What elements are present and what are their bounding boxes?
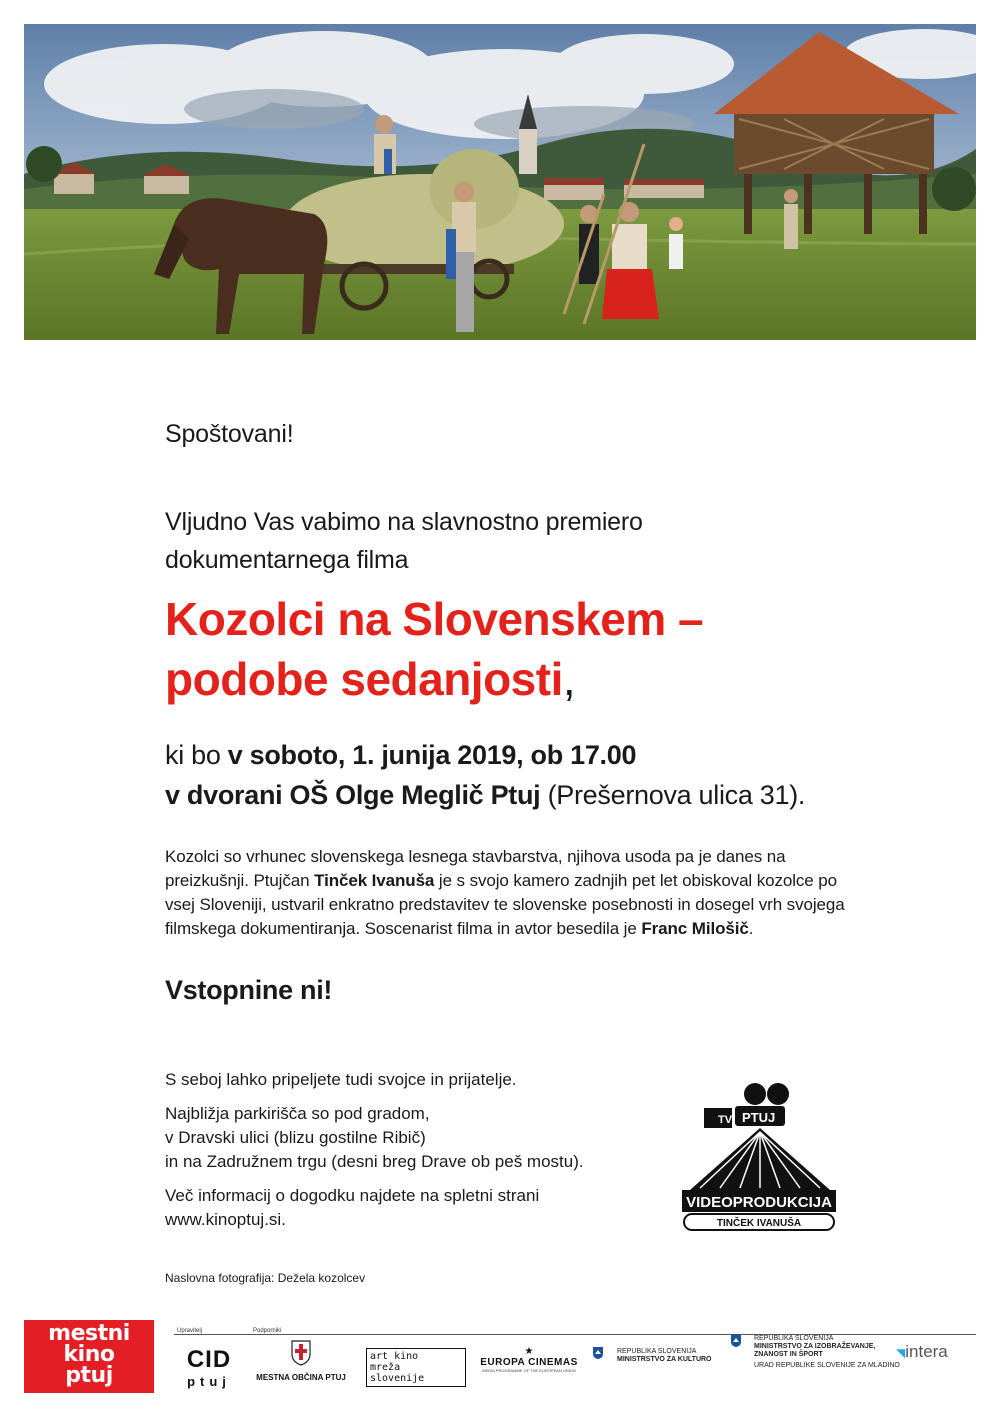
slovenia-crest-icon-2 <box>730 1334 742 1348</box>
obcina-label: MESTNA OBČINA PTUJ <box>256 1373 346 1382</box>
europa-sub: MEDIA PROGRAMME OF THE EUROPEAN UNION <box>482 1368 576 1373</box>
hay-harvest-illustration <box>24 24 976 340</box>
cid-ptuj-logo <box>178 1346 240 1389</box>
art-kino-2: mreža <box>370 1362 401 1373</box>
rs1-line-1: REPUBLIKA SLOVENIJA <box>617 1348 697 1355</box>
invite-line-1: Vljudno Vas vabimo na slavnostno premiero <box>165 508 643 536</box>
website-link[interactable]: www.kinoptuj.si. <box>165 1210 286 1229</box>
reel-left-icon <box>744 1083 766 1105</box>
ministry-culture-logo <box>617 1348 712 1364</box>
intera-icon: ◥ <box>896 1346 906 1360</box>
slovenia-crest-icon <box>592 1346 604 1360</box>
videoprodukcija-label: VIDEOPRODUKCIJA <box>686 1194 832 1211</box>
event-details <box>165 735 865 815</box>
rs2-line-1: REPUBLIKA SLOVENIJA <box>754 1335 834 1342</box>
author-name: Tinček Ivanuša <box>314 871 435 890</box>
mk-line-2: kino <box>63 1342 115 1367</box>
bring-guests: S seboj lahko pripeljete tudi svojce in prijatelje. <box>165 1070 517 1089</box>
description-part-2: je s svojo kamero zadnjih pet let obiskoval kozolce po vsej Sloveniji, ustvaril enkratno predstavitev te slovenske posebnosti in dosegel vrh svojega filmskega dokumentiranja. Soscenarist filma in avtor besedila je <box>165 871 845 938</box>
sponsor-footer <box>24 1318 976 1398</box>
europa-cinemas-logo <box>479 1346 579 1373</box>
europa-label: EUROPA CINEMAS <box>480 1357 578 1368</box>
photo-credit: Naslovna fotografija: Dežela kozolcev <box>165 1271 366 1285</box>
event-venue: v dvorani OŠ Olge Meglič Ptuj <box>165 780 541 810</box>
tv-label: TV <box>718 1114 733 1126</box>
ministry-education-logo <box>754 1335 900 1370</box>
rs1-line-2: MINISTRSTVO ZA KULTURO <box>617 1356 712 1363</box>
more-info: Več informacij o dogodku najdete na spletni strani <box>165 1186 540 1205</box>
intera-label: intera <box>905 1342 948 1361</box>
film-title-line-2: podobe sedanjosti <box>165 653 563 705</box>
parking-line-3: in na Zadružnem trgu (desni breg Drave ob peš mostu). <box>165 1152 584 1171</box>
art-kino-1: art kino <box>370 1351 419 1362</box>
mestni-kino-ptuj-logo <box>24 1320 154 1393</box>
invite-line-2: dokumentarnega filma <box>165 546 409 574</box>
film-title-comma: , <box>562 653 576 705</box>
tv-ptuj-logo <box>680 1080 840 1232</box>
event-date-time: v soboto, 1. junija 2019, ob 17.00 <box>227 740 637 770</box>
cid-main: CID <box>186 1346 232 1373</box>
cid-sub: ptuj <box>187 1374 231 1389</box>
coauthor-name: Franc Milošič <box>641 919 749 938</box>
description-part-3: . <box>748 919 754 938</box>
mestna-obcina-ptuj-logo <box>256 1340 346 1382</box>
free-entry: Vstopnine ni! <box>165 975 333 1005</box>
parking-line-2: v Dravski ulici (blizu gostilne Ribič) <box>165 1128 426 1147</box>
producer-name: TINČEK IVANUŠA <box>716 1218 802 1229</box>
ptuj-label: PTUJ <box>742 1110 776 1125</box>
mk-line-1: mestni <box>48 1321 130 1346</box>
intera-logo <box>896 1342 948 1362</box>
greeting: Spoštovani! <box>165 420 294 448</box>
invitation-text <box>165 503 865 579</box>
star-icon: ★ <box>524 1346 534 1357</box>
film-title <box>165 589 865 709</box>
hero-photo <box>24 24 976 340</box>
mk-line-3: ptuj <box>65 1363 113 1388</box>
label-upravitelj: Upravitelj <box>177 1328 203 1334</box>
label-podporniki: Podporniki <box>253 1328 282 1334</box>
description-part-1: Kozolci so vrhunec slovenskega lesnega stavbarstva, njihova usoda pa je danes na preizkušnji. Ptujčan <box>165 847 786 890</box>
art-kino-mreza-logo <box>366 1348 466 1387</box>
parking-line-1: Najbližja parkirišča so pod gradom, <box>165 1104 430 1123</box>
coat-of-arms-icon <box>291 1340 311 1366</box>
rs2-line-2: MINISTRSTVO ZA IZOBRAŽEVANJE, <box>754 1343 876 1350</box>
rs2-line-3: ZNANOST IN ŠPORT <box>754 1351 823 1358</box>
rs2-line-4: URAD REPUBLIKE SLOVENIJE ZA MLADINO <box>754 1362 900 1369</box>
art-kino-3: slovenije <box>370 1373 425 1384</box>
film-description <box>165 845 865 941</box>
visitor-info <box>165 1068 645 1232</box>
event-address: (Prešernova ulica 31). <box>540 780 806 810</box>
reel-right-icon <box>767 1083 789 1105</box>
when-prefix: ki bo <box>165 740 228 770</box>
film-title-line-1: Kozolci na Slovenskem – <box>165 593 704 645</box>
invitation-body <box>165 420 865 1006</box>
